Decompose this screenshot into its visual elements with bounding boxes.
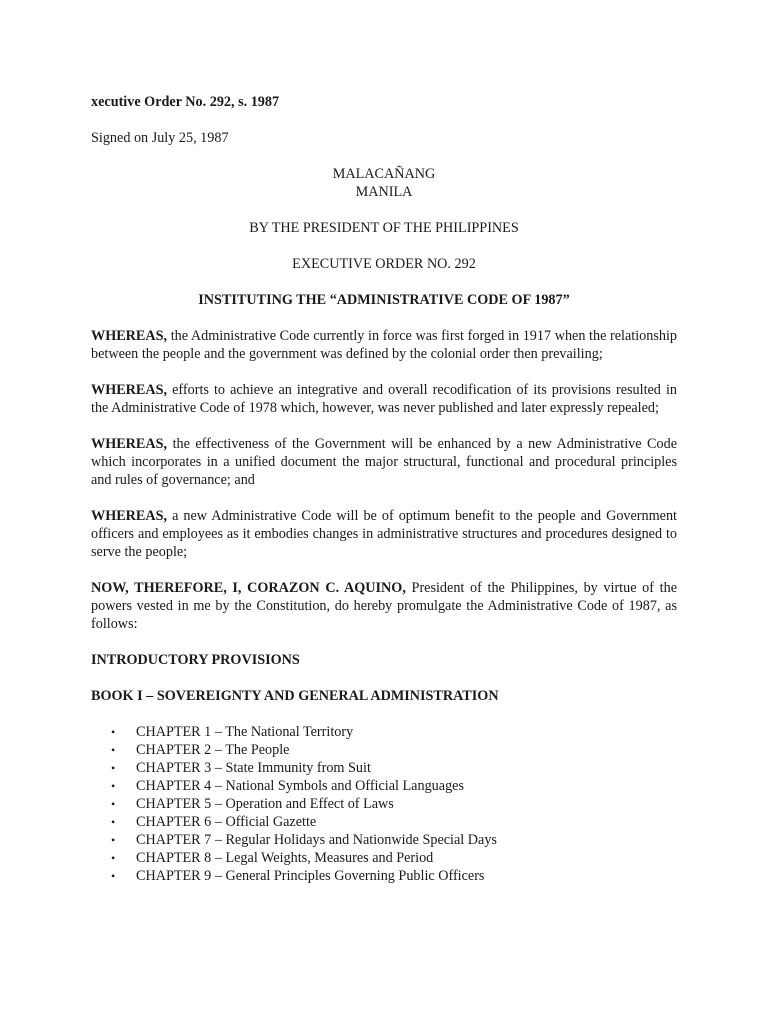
paragraph-lead: WHEREAS,	[91, 382, 168, 398]
list-item	[91, 831, 677, 849]
chapter-label: CHAPTER 7 – Regular Holidays and Nationwide Special Days	[136, 832, 497, 848]
chapter-list	[91, 723, 677, 885]
list-item	[91, 741, 677, 759]
bullet-icon: •	[111, 797, 116, 811]
paragraph-text: efforts to achieve an integrative and overall recodification of its provisions resulted in the Administrative Code of 1978 which, however, was never published and later expressly repealed;	[91, 382, 677, 416]
bullet-icon: •	[111, 833, 116, 847]
paragraph-text: a new Administrative Code will be of optimum benefit to the people and Government officers and employees as it embodies changes in administrative structures and procedures designed to serve the people;	[91, 508, 677, 560]
bullet-icon: •	[111, 743, 116, 757]
whereas-paragraph-2	[91, 381, 677, 417]
document-title: xecutive Order No. 292, s. 1987	[91, 94, 280, 110]
bullet-icon: •	[111, 851, 116, 865]
chapter-label: CHAPTER 5 – Operation and Effect of Laws	[136, 796, 394, 812]
whereas-paragraph-3	[91, 435, 677, 489]
paragraph-lead: WHEREAS,	[91, 328, 168, 344]
list-item	[91, 759, 677, 777]
promulgation-paragraph	[91, 579, 677, 633]
order-number: EXECUTIVE ORDER NO. 292	[292, 256, 476, 272]
chapter-label: CHAPTER 1 – The National Territory	[136, 724, 354, 740]
order-subject: INSTITUTING THE “ADMINISTRATIVE CODE OF 1987”	[198, 292, 570, 308]
chapter-label: CHAPTER 8 – Legal Weights, Measures and Period	[136, 850, 434, 866]
book-heading: BOOK I – SOVEREIGNTY AND GENERAL ADMINISTRATION	[91, 688, 499, 704]
whereas-paragraph-1	[91, 327, 677, 363]
paragraph-lead: NOW, THEREFORE, I, CORAZON C. AQUINO,	[91, 580, 406, 596]
paragraph-lead: WHEREAS,	[91, 508, 168, 524]
bullet-icon: •	[111, 869, 116, 883]
bullet-icon: •	[111, 779, 116, 793]
paragraph-lead: WHEREAS,	[91, 436, 168, 452]
paragraph-text: the Administrative Code currently in force was first forged in 1917 when the relationship between the people and the government was defined by the colonial order then prevailing;	[91, 328, 677, 362]
introductory-heading: INTRODUCTORY PROVISIONS	[91, 652, 300, 668]
office-line: MALACAÑANG	[332, 166, 436, 182]
chapter-label: CHAPTER 4 – National Symbols and Official Languages	[136, 778, 464, 794]
bullet-icon: •	[111, 725, 116, 739]
office-city-line: MANILA	[355, 184, 413, 200]
list-item	[91, 723, 677, 741]
bullet-icon: •	[111, 815, 116, 829]
list-item	[91, 867, 677, 885]
paragraph-text: the effectiveness of the Government will be enhanced by a new Administrative Code which incorporates in a unified document the major structural, functional and procedural principles and rules of governance; and	[91, 436, 677, 488]
whereas-paragraph-4	[91, 507, 677, 561]
by-line: BY THE PRESIDENT OF THE PHILIPPINES	[249, 220, 519, 236]
chapter-label: CHAPTER 9 – General Principles Governing Public Officers	[136, 868, 485, 884]
office-block	[91, 165, 677, 201]
bullet-icon: •	[111, 761, 116, 775]
paragraph-text: President of the Philippines, by virtue of the powers vested in me by the Constitution, do hereby promulgate the Administrative Code of 1987, as follows:	[91, 580, 677, 632]
document-page	[91, 93, 677, 885]
signed-date: Signed on July 25, 1987	[91, 130, 229, 146]
list-item	[91, 777, 677, 795]
list-item	[91, 813, 677, 831]
chapter-label: CHAPTER 6 – Official Gazette	[136, 814, 317, 830]
chapter-label: CHAPTER 3 – State Immunity from Suit	[136, 760, 371, 776]
list-item	[91, 795, 677, 813]
list-item	[91, 849, 677, 867]
chapter-label: CHAPTER 2 – The People	[136, 742, 290, 758]
